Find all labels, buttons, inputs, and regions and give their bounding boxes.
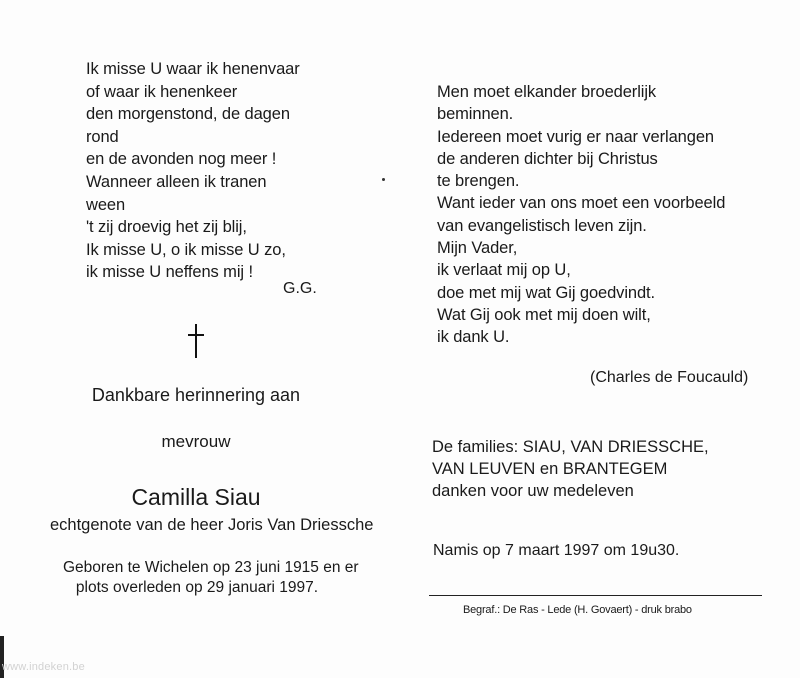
poem-line: Ik misse U waar ik henenvaar <box>86 60 300 78</box>
prayer-line: beminnen. <box>437 105 514 124</box>
birth-death-info <box>63 558 359 598</box>
prayer-author: (Charles de Foucauld) <box>590 369 749 386</box>
poem-line: Ik misse U, o ik misse U zo, <box>86 240 286 259</box>
watermark: www.indeken.be <box>2 661 85 673</box>
families-line: De families: SIAU, VAN DRIESSCHE, <box>432 438 709 456</box>
poem-line: en de avonden nog meer ! <box>86 150 277 169</box>
prayer-line: de anderen dichter bij Christus <box>437 149 658 168</box>
divider <box>429 595 762 596</box>
prayer-line: ik verlaat mij op U, <box>437 261 571 280</box>
families-thanks <box>432 436 709 502</box>
spouse-line: echtgenote van de heer Joris Van Driessche <box>50 516 374 534</box>
place-date-line: Namis op 7 maart 1997 om 19u30. <box>433 542 680 559</box>
poem-line: 't zij droevig het zij blij, <box>86 218 247 237</box>
prayer-line: Wat Gij ook met mij doen wilt, <box>437 305 651 324</box>
printer-credit: Begraf.: De Ras - Lede (H. Govaert) - druk brabo <box>463 604 692 616</box>
poem <box>86 58 300 284</box>
prayer-line: ik dank U. <box>437 328 510 347</box>
poem-line: ik misse U neffens mij ! <box>86 263 253 282</box>
memorial-heading: Dankbare herinnering aan <box>91 385 301 405</box>
prayer-line: doe met mij wat Gij goedvindt. <box>437 283 656 302</box>
prayer-line: Iedereen moet vurig er naar verlangen <box>437 127 714 146</box>
poem-line: den morgenstond, de dagen <box>86 105 290 124</box>
prayer <box>437 81 725 349</box>
families-line: danken voor uw medeleven <box>432 482 634 500</box>
poem-signature: G.G. <box>283 280 317 297</box>
families-line: VAN LEUVEN en BRANTEGEM <box>432 460 668 478</box>
memorial-title: mevrouw <box>161 432 231 451</box>
birth-line: Geboren te Wichelen op 23 juni 1915 en er <box>63 559 359 576</box>
prayer-line: Want ieder van ons moet een voorbeeld <box>437 194 726 213</box>
poem-line: ween <box>86 195 126 214</box>
prayer-line: van evangelistisch leven zijn. <box>437 216 647 235</box>
poem-line: of waar ik henenkeer <box>86 82 238 101</box>
cross-icon <box>184 322 208 362</box>
deceased-name: Camilla Siau <box>131 484 261 510</box>
fold-mark <box>382 178 385 181</box>
poem-line: Wanneer alleen ik tranen <box>86 172 267 191</box>
prayer-line: Men moet elkander broederlijk <box>437 83 657 101</box>
death-line: plots overleden op 29 januari 1997. <box>75 579 319 596</box>
prayer-line: Mijn Vader, <box>437 239 518 258</box>
prayer-line: te brengen. <box>437 172 520 191</box>
poem-line: rond <box>86 127 119 146</box>
